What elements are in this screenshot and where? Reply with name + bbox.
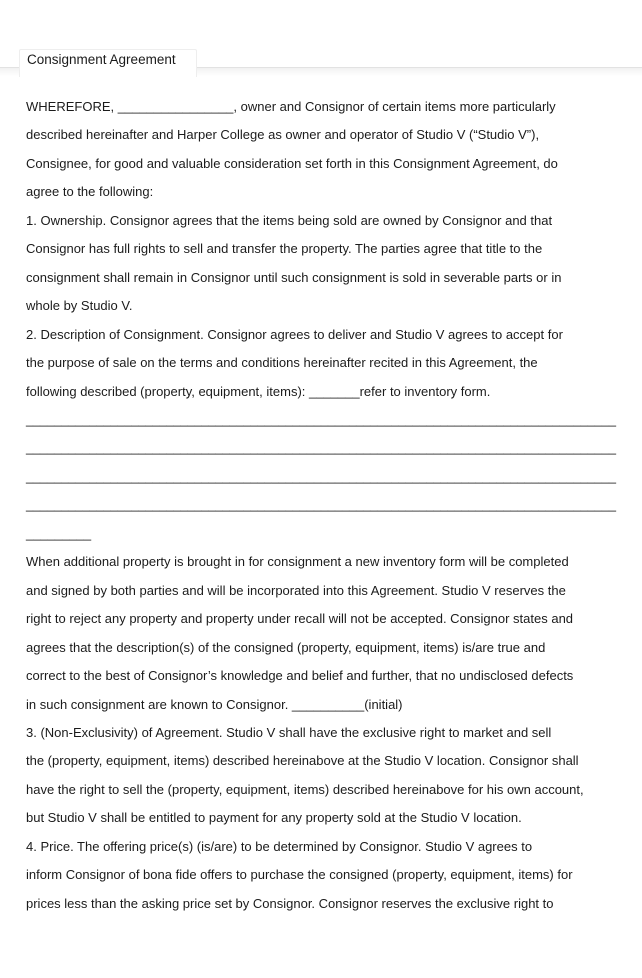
document-line: the (property, equipment, items) described hereinabove at the Studio V location. Consignor shall: [26, 753, 579, 769]
document-line: ____________________________________________________________________________________: [26, 468, 616, 484]
document-body: [26, 93, 616, 918]
document-line: _________: [26, 525, 92, 541]
document-line: following described (property, equipment, items): _______refer to inventory form.: [26, 383, 491, 399]
document-line: but Studio V shall be entitled to payment for any property sold at the Studio V location.: [26, 810, 522, 826]
document-line: correct to the best of Consignor’s knowledge and belief and further, that no undisclosed defects: [26, 668, 574, 684]
document-line: ____________________________________________________________________________________: [26, 440, 616, 456]
document-line: Consignor has full rights to sell and transfer the property. The parties agree that title to the: [26, 241, 543, 257]
document-line: and signed by both parties and will be incorporated into this Agreement. Studio V reserves the: [26, 582, 566, 598]
document-line: 2. Description of Consignment. Consignor agrees to deliver and Studio V agrees to accept for: [26, 326, 563, 342]
document-line: 1. Ownership. Consignor agrees that the items being sold are owned by Consignor and that: [26, 212, 553, 228]
document-line: ____________________________________________________________________________________: [26, 411, 616, 427]
document-line: ____________________________________________________________________________________: [26, 497, 616, 513]
document-line: consignment shall remain in Consignor until such consignment is sold in severable parts or in: [26, 269, 562, 285]
document-line: inform Consignor of bona fide offers to purchase the consigned (property, equipment, items) for: [26, 867, 573, 883]
document-line: right to reject any property and property under recall will not be accepted. Consignor states and: [26, 611, 574, 627]
document-line: whole by Studio V.: [26, 298, 133, 314]
tab-consignment-agreement[interactable]: [19, 49, 197, 77]
tab-label: Consignment Agreement: [27, 52, 176, 67]
document-line: have the right to sell the (property, equipment, items) described hereinabove for his own account,: [26, 781, 584, 797]
document-line: in such consignment are known to Consignor. __________(initial): [26, 696, 403, 712]
document-line: 4. Price. The offering price(s) (is/are) to be determined by Consignor. Studio V agrees to: [26, 838, 533, 854]
document-line: agrees that the description(s) of the consigned (property, equipment, items) is/are true and: [26, 639, 546, 655]
document-line: described hereinafter and Harper College as owner and operator of Studio V (“Studio V”),: [26, 127, 540, 143]
document-line: the purpose of sale on the terms and conditions hereinafter recited in this Agreement, the: [26, 355, 538, 371]
document-line: agree to the following:: [26, 184, 154, 200]
document-line: Consignee, for good and valuable consideration set forth in this Consignment Agreement, do: [26, 155, 558, 171]
document-line: WHEREFORE, ________________, owner and Consignor of certain items more particularly: [26, 99, 556, 114]
document-line: 3. (Non-Exclusivity) of Agreement. Studio V shall have the exclusive right to market and sell: [26, 724, 552, 740]
document-line: When additional property is brought in for consignment a new inventory form will be completed: [26, 554, 569, 570]
document-line: prices less than the asking price set by Consignor. Consignor reserves the exclusive right to: [26, 895, 554, 911]
